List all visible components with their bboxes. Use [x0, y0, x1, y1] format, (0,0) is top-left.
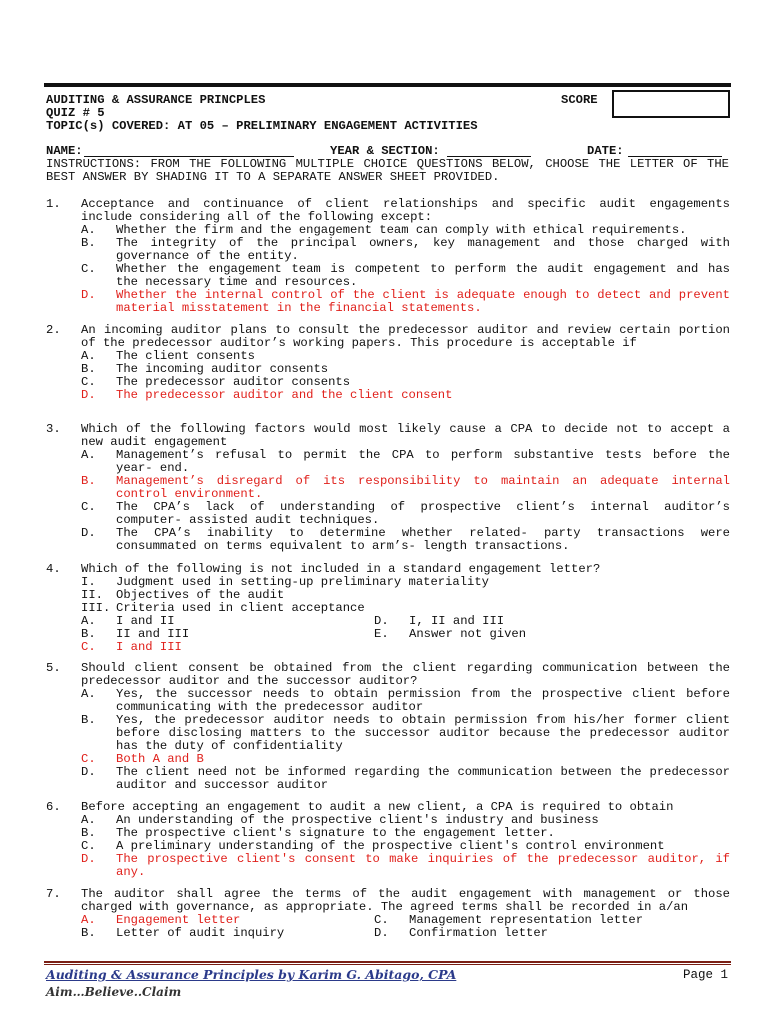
question-number: 2. — [46, 323, 61, 337]
option-a[interactable]: A. Yes, the successor needs to obtain permission from the prospective client before communicating with the predecessor auditor — [81, 687, 730, 714]
option-a[interactable]: A. The client consents — [81, 349, 255, 363]
option-d[interactable]: D. I, II and III — [374, 614, 505, 628]
year-section-field[interactable] — [447, 145, 531, 157]
year-section-label: YEAR & SECTION: — [330, 144, 440, 158]
option-b[interactable]: B. Letter of audit inquiry — [81, 926, 285, 940]
option-c[interactable]: C. The predecessor auditor consents — [81, 375, 351, 389]
option-a[interactable]: A. Management’s refusal to permit the CPA to perform substantive tests before the year- end. — [81, 448, 730, 475]
question-1 — [46, 198, 730, 315]
option-a-answer[interactable]: A. Engagement letter — [81, 913, 241, 927]
question-number: 6. — [46, 800, 61, 814]
option-d-answer[interactable]: D. Whether the internal control of the client is adequate enough to detect and prevent material misstatement in the financial statements. — [81, 288, 730, 315]
question-3 — [46, 423, 730, 553]
question-2 — [46, 324, 730, 402]
option-c[interactable]: C. Whether the engagement team is competent to perform the audit engagement and has the necessary time and resources. — [81, 262, 730, 289]
option-a[interactable]: A. Whether the firm and the engagement team can comply with ethical requirements. — [81, 223, 687, 237]
question-7 — [46, 888, 730, 940]
question-6 — [46, 801, 730, 879]
question-text: Before accepting an engagement to audit a new client, a CPA is required to obtain — [81, 800, 674, 814]
score-label: SCORE — [561, 93, 598, 107]
option-b[interactable]: B. Yes, the predecessor auditor needs to obtain permission from his/her former client before disclosing matters to the successor auditor because the predecessor auditor has the duty of confidentiality — [81, 713, 730, 753]
option-b[interactable]: B. The integrity of the principal owners, key management and those charged with governance of the entity. — [81, 236, 730, 263]
statement-i: I. Judgment used in setting-up preliminary materiality — [81, 575, 489, 589]
option-d[interactable]: D. The CPA’s inability to determine whether related- party transactions were consummated on terms equivalent to arm’s- length transactions. — [81, 526, 730, 553]
statement-iii: III. Criteria used in client acceptance — [81, 601, 365, 615]
date-label: DATE: — [587, 144, 624, 158]
statement-ii: II. Objectives of the audit — [81, 588, 285, 602]
footer-title: Auditing & Assurance Principles by Karim G. Abitago, CPA — [46, 967, 457, 982]
date-field[interactable] — [628, 145, 722, 157]
option-c[interactable]: C. The CPA’s lack of understanding of prospective client’s internal auditor’s computer- assisted audit techniques. — [81, 500, 730, 527]
question-text: An incoming auditor plans to consult the predecessor auditor and review certain portion of the predecessor auditor’s working papers. This procedure is acceptable if — [81, 323, 730, 350]
footer-tagline: Aim…Believe..Claim — [46, 985, 182, 999]
question-text: Which of the following is not included in a standard engagement letter? — [81, 562, 601, 576]
option-c[interactable]: C. Management representation letter — [374, 913, 644, 927]
option-d-answer[interactable]: D. The prospective client's consent to make inquiries of the predecessor auditor, if any. — [81, 852, 730, 879]
option-a[interactable]: A. An understanding of the prospective client's industry and business — [81, 813, 599, 827]
question-text: Acceptance and continuance of client relationships and specific audit engagements include considering all of the following except: — [81, 197, 730, 224]
footer-rule — [44, 961, 731, 963]
option-d[interactable]: D. The client need not be informed regarding the communication between the predecessor auditor and successor auditor — [81, 765, 730, 792]
topic-line: TOPIC(s) COVERED: AT 05 – PRELIMINARY ENGAGEMENT ACTIVITIES — [46, 119, 478, 133]
course-title: AUDITING & ASSURANCE PRINCPLES — [46, 93, 266, 107]
page-number: Page 1 — [682, 968, 728, 982]
option-c-answer[interactable]: C. I and III — [81, 640, 182, 654]
instructions: INSTRUCTIONS: FROM THE FOLLOWING MULTIPLE CHOICE QUESTIONS BELOW, CHOOSE THE LETTER OF THE BEST ANSWER BY SHADING IT TO A SEPARATE ANSWER SHEET PROVIDED. — [46, 157, 729, 184]
option-b-answer[interactable]: B. Management’s disregard of its responsibility to maintain an adequate internal control environment. — [81, 474, 730, 501]
option-d-answer[interactable]: D. The predecessor auditor and the client consent — [81, 388, 453, 402]
option-c-answer[interactable]: C. Both A and B — [81, 752, 204, 766]
score-box[interactable] — [612, 90, 730, 118]
option-c[interactable]: C. A preliminary understanding of the prospective client's control environment — [81, 839, 665, 853]
question-text: Which of the following factors would most likely cause a CPA to decide not to accept a new audit engagement — [81, 422, 730, 449]
question-number: 3. — [46, 422, 61, 436]
option-e[interactable]: E. Answer not given — [374, 627, 527, 641]
option-b[interactable]: B. The prospective client's signature to the engagement letter. — [81, 826, 555, 840]
option-d[interactable]: D. Confirmation letter — [374, 926, 548, 940]
question-number: 7. — [46, 887, 61, 901]
name-field[interactable] — [84, 145, 294, 157]
footer-rule-thin — [44, 964, 731, 965]
question-5 — [46, 662, 730, 792]
question-text: The auditor shall agree the terms of the audit engagement with management or those charged with governance, as appropriate. The agreed terms shall be recorded in a/an — [81, 887, 730, 914]
question-text: Should client consent be obtained from the client regarding communication between the predecessor auditor and the successor auditor? — [81, 661, 730, 688]
quiz-number: QUIZ # 5 — [46, 106, 105, 120]
option-b[interactable]: B. II and III — [81, 627, 190, 641]
option-a[interactable]: A. I and II — [81, 614, 175, 628]
question-number: 1. — [46, 197, 61, 211]
question-4 — [46, 563, 730, 654]
header-rule — [44, 83, 731, 87]
question-number: 5. — [46, 661, 61, 675]
name-label: NAME: — [46, 144, 83, 158]
question-number: 4. — [46, 562, 61, 576]
option-b[interactable]: B. The incoming auditor consents — [81, 362, 329, 376]
